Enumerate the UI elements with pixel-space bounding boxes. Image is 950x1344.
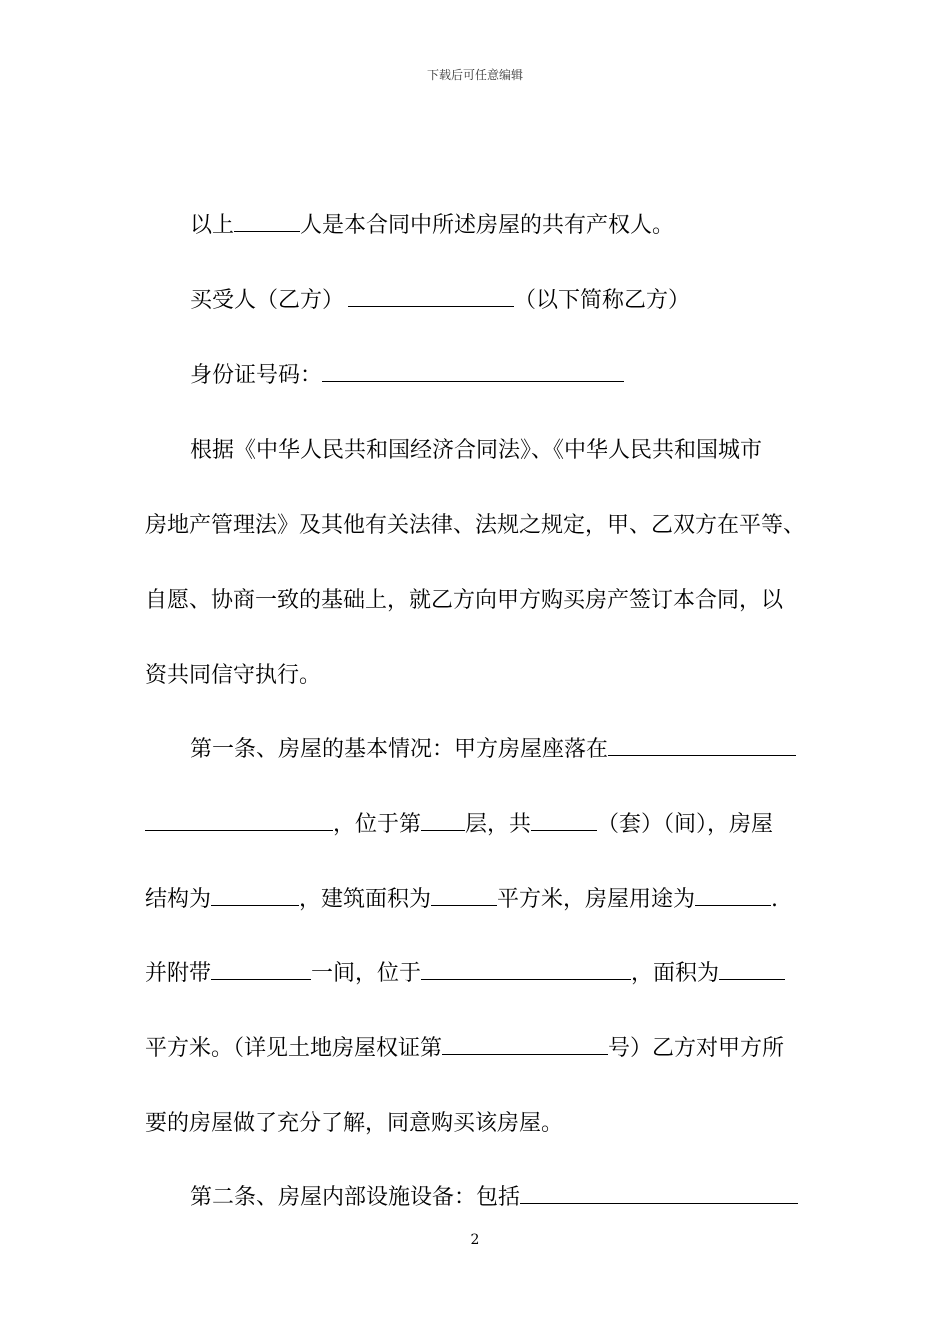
text-segment: 并附带	[145, 961, 212, 986]
contract-line-buyer	[190, 286, 690, 316]
contract-line-co-owners	[190, 211, 674, 241]
contract-paragraph-line: 房地产管理法》及其他有关法律、法规之规定，甲、乙双方在平等、	[145, 513, 806, 538]
facilities-blank	[520, 1183, 798, 1204]
page-number: 2	[470, 1232, 480, 1248]
text-segment: ，面积为	[631, 961, 720, 986]
location-blank-continued	[145, 810, 333, 831]
total-blank	[531, 810, 597, 831]
article-one-attached-line	[145, 959, 785, 989]
contract-line-id-number	[190, 361, 624, 391]
text-segment: 以上	[190, 213, 235, 238]
page-header-note: 下载后可任意编辑	[426, 68, 523, 82]
contract-paragraph-line: 根据《中华人民共和国经济合同法》、《中华人民共和国城市	[190, 438, 763, 463]
text-segment: 第一条、房屋的基本情况：甲方房屋座落在	[190, 737, 609, 762]
text-segment: 人是本合同中所述房屋的共有产权人。	[300, 213, 675, 238]
text-segment: （套）（间），房屋	[597, 812, 774, 837]
area-blank	[431, 885, 497, 906]
blank-field	[234, 211, 300, 232]
text-segment: 买受人（乙方）	[190, 288, 345, 313]
id-number-blank	[322, 361, 624, 382]
attached-location-blank	[421, 959, 631, 980]
usage-blank	[695, 885, 771, 906]
text-segment: 号）乙方对甲方所	[608, 1036, 785, 1061]
text-segment: 结构为	[145, 887, 212, 912]
floor-blank	[421, 810, 465, 831]
attached-blank	[211, 959, 311, 980]
text-segment: 平方米。（详见土地房屋权证第	[145, 1036, 443, 1061]
contract-paragraph-line: 资共同信守执行。	[145, 663, 322, 688]
text-segment: 第二条、房屋内部设施设备：包括	[190, 1185, 521, 1210]
text-segment: ，位于第	[333, 812, 422, 837]
structure-blank	[211, 885, 299, 906]
location-blank	[608, 735, 796, 756]
buyer-name-blank	[348, 286, 514, 307]
article-one-structure-line	[145, 885, 778, 915]
text-segment: 平方米，房屋用途为	[497, 887, 696, 912]
attached-area-blank	[719, 959, 785, 980]
article-one-certificate-line	[145, 1034, 784, 1064]
article-one-floor-line	[145, 810, 773, 840]
article-two-line	[190, 1183, 798, 1213]
article-one-line	[190, 735, 796, 765]
text-segment: ，建筑面积为	[299, 887, 432, 912]
contract-paragraph-line: 自愿、协商一致的基础上，就乙方向甲方购买房产签订本合同，以	[145, 588, 784, 613]
text-segment: 层，共	[465, 812, 532, 837]
text-segment: （以下简称乙方）	[514, 288, 691, 313]
text-segment: 身份证号码：	[190, 363, 323, 388]
text-segment: .	[771, 887, 779, 912]
text-segment: 一间，位于	[311, 961, 422, 986]
certificate-number-blank	[442, 1034, 608, 1055]
contract-paragraph-line: 要的房屋做了充分了解，同意购买该房屋。	[145, 1111, 564, 1136]
